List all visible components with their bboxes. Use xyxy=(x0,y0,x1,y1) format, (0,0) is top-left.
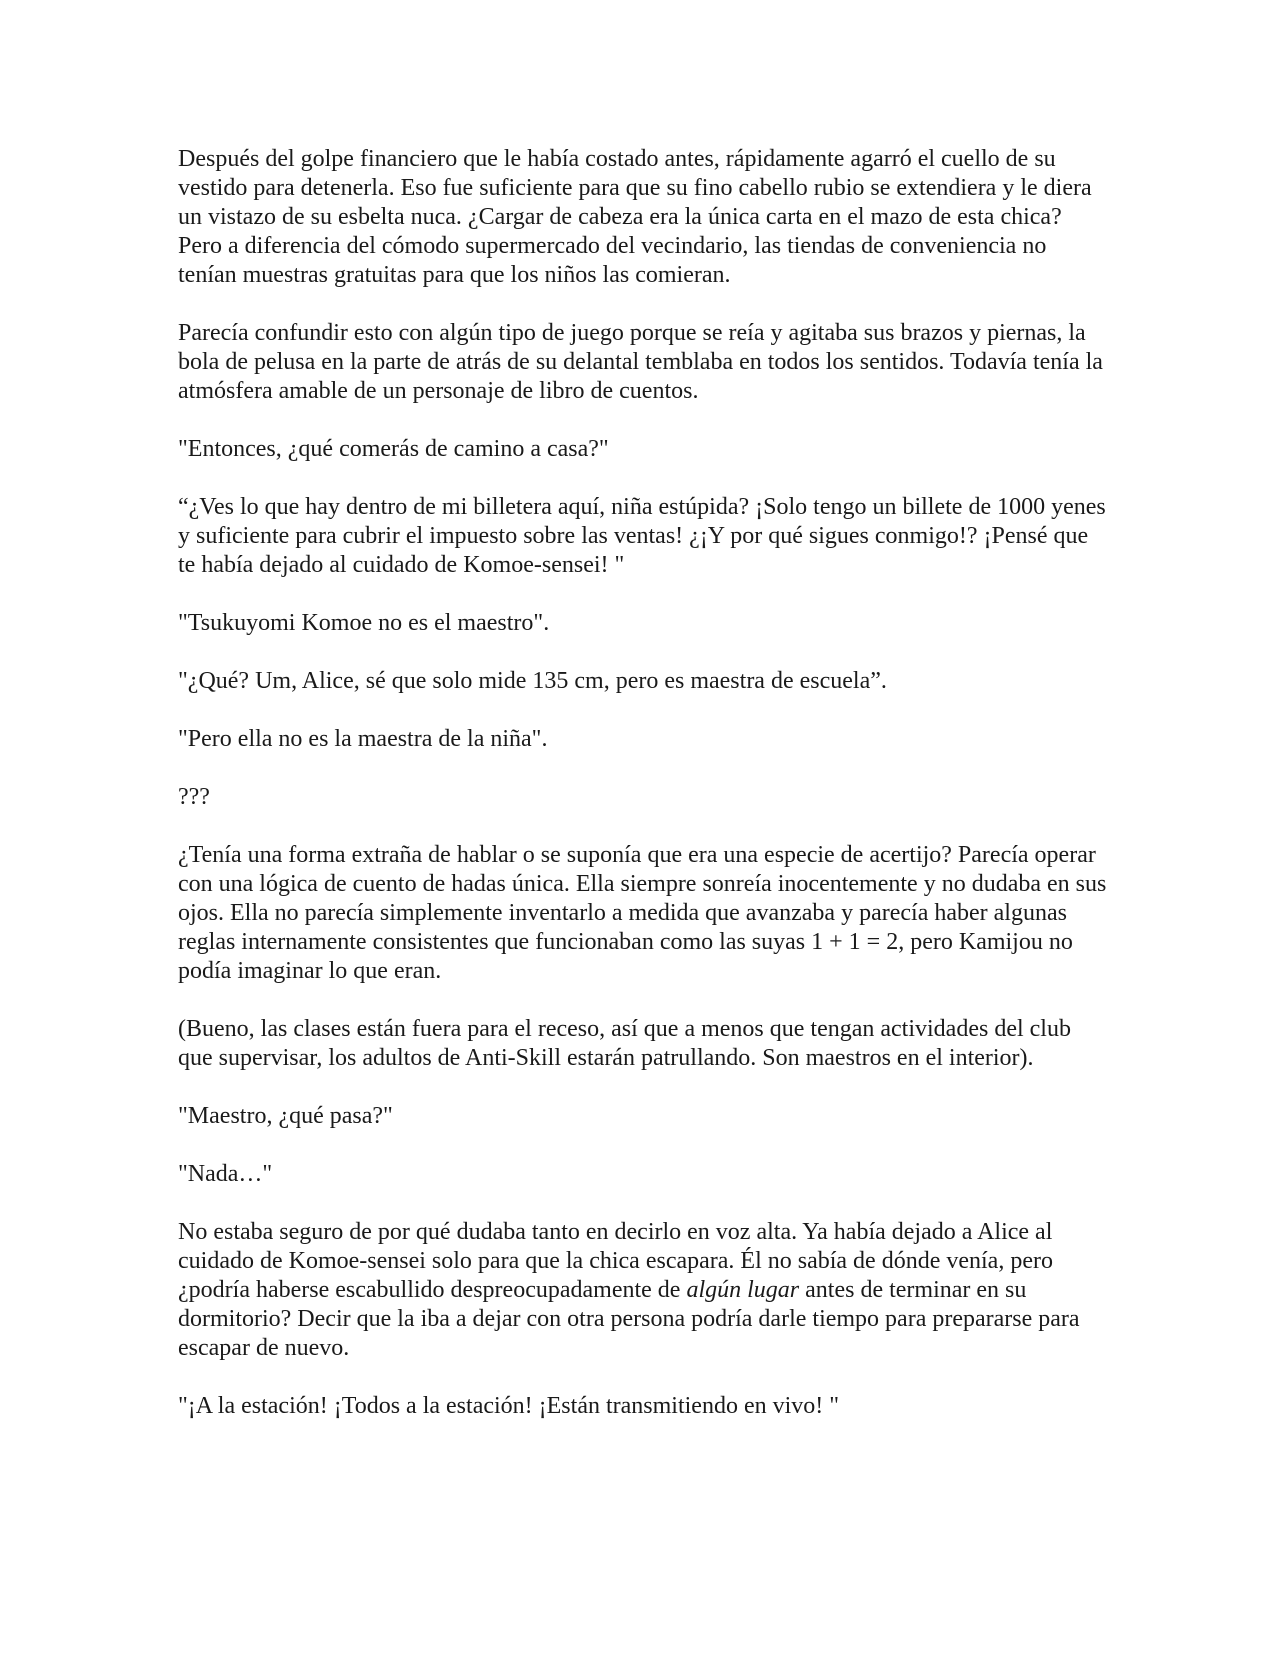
italic-emphasis: algún lugar xyxy=(686,1277,800,1303)
dialogue-line: "¡A la estación! ¡Todos a la estación! ¡Están transmitiendo en vivo! " xyxy=(178,1393,840,1419)
paragraph: Parecía confundir esto con algún tipo de juego porque se reía y agitaba sus brazos y piernas, la bola de pelusa en la parte de atrás de su delantal temblaba en todos los sentidos. Todavía tenía la atmósfera amable de un personaje de libro de cuentos. xyxy=(178,320,1103,404)
dialogue-line: "Nada…" xyxy=(178,1161,273,1187)
dialogue-line: "¿Qué? Um, Alice, sé que solo mide 135 cm, pero es maestra de escuela”. xyxy=(178,668,887,694)
dialogue-line: "Maestro, ¿qué pasa?" xyxy=(178,1103,393,1129)
body-text xyxy=(178,145,1108,1421)
paragraph: (Bueno, las clases están fuera para el receso, así que a menos que tengan actividades del club que supervisar, los adultos de Anti-Skill estarán patrullando. Son maestros en el interior). xyxy=(178,1016,1071,1071)
paragraph-text-after: antes de terminar en su dormitorio? Decir que la iba a dejar con otra persona podría darle tiempo para prepararse para escapar de nuevo. xyxy=(178,1277,1080,1361)
paragraph xyxy=(178,1218,1108,1363)
paragraph: ??? xyxy=(178,784,210,810)
dialogue-line: “¿Ves lo que hay dentro de mi billetera aquí, niña estúpida? ¡Solo tengo un billete de 1000 yenes y suficiente para cubrir el impuesto sobre las ventas! ¿¡Y por qué sigues conmigo!? ¡Pensé que te había dejado al cuidado de Komoe-sensei! " xyxy=(178,494,1106,578)
paragraph: ¿Tenía una forma extraña de hablar o se suponía que era una especie de acertijo? Parecía operar con una lógica de cuento de hadas única. Ella siempre sonreía inocentemente y no dudaba en sus ojos. Ella no parecía simplemente inventarlo a medida que avanzaba y parecía haber algunas reglas internamente consistentes que funcionaban como las suyas 1 + 1 = 2, pero Kamijou no podía imaginar lo que eran. xyxy=(178,842,1107,984)
dialogue-line: "Tsukuyomi Komoe no es el maestro". xyxy=(178,610,550,636)
paragraph-text-before: No estaba seguro de por qué dudaba tanto en decirlo en voz alta. Ya había dejado a Alice al cuidado de Komoe-sensei solo para que la chica escapara. Él no sabía de dónde venía, pero ¿podría haberse escabullido despreocupadamente de xyxy=(178,1219,1053,1303)
dialogue-line: "Entonces, ¿qué comerás de camino a casa?" xyxy=(178,436,609,462)
paragraph: Después del golpe financiero que le había costado antes, rápidamente agarró el cuello de su vestido para detenerla. Eso fue suficiente para que su fino cabello rubio se extendiera y le diera un vistazo de su esbelta nuca. ¿Cargar de cabeza era la única carta en el mazo de esta chica? Pero a diferencia del cómodo supermercado del vecindario, las tiendas de conveniencia no tenían muestras gratuitas para que los niños las comieran. xyxy=(178,146,1092,288)
dialogue-line: "Pero ella no es la maestra de la niña". xyxy=(178,726,548,752)
